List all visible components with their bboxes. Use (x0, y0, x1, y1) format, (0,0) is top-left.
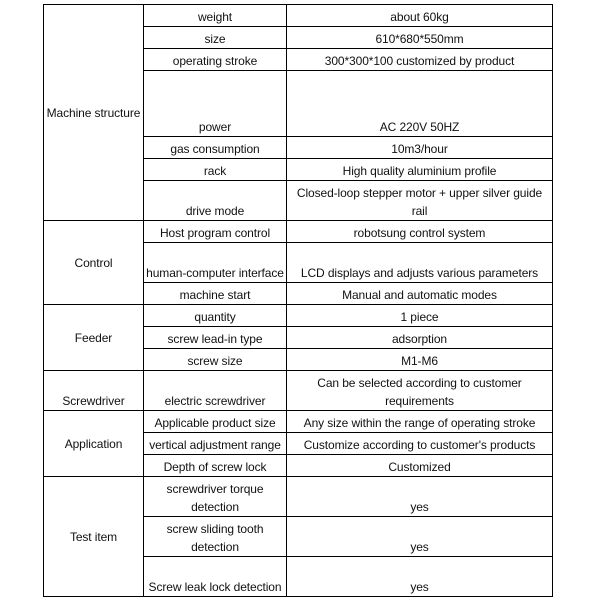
category-application: Application (44, 411, 144, 477)
value-drive-mode: Closed-loop stepper motor + upper silver guide rail (287, 181, 553, 221)
category-machine-structure: Machine structure (44, 5, 144, 221)
item-gas-consumption: gas consumption (144, 137, 287, 159)
item-screw-size: screw size (144, 349, 287, 371)
item-weight: weight (144, 5, 287, 27)
table-row (44, 5, 553, 27)
item-host-program-control: Host program control (144, 221, 287, 243)
category-control: Control (44, 221, 144, 305)
table-row (44, 411, 553, 433)
value-screw-lead-in-type: adsorption (287, 327, 553, 349)
value-human-computer-interface: LCD displays and adjusts various parameters (287, 243, 553, 283)
value-applicable-product-size: Any size within the range of operating stroke (287, 411, 553, 433)
category-test-item: Test item (44, 477, 144, 597)
table-row (44, 371, 553, 411)
table-row (44, 477, 553, 517)
item-drive-mode: drive mode (144, 181, 287, 221)
item-quantity: quantity (144, 305, 287, 327)
item-size: size (144, 27, 287, 49)
value-rack: High quality aluminium profile (287, 159, 553, 181)
category-screwdriver: Screwdriver (44, 371, 144, 411)
item-screw-lead-in-type: screw lead-in type (144, 327, 287, 349)
value-operating-stroke: 300*300*100 customized by product (287, 49, 553, 71)
value-machine-start: Manual and automatic modes (287, 283, 553, 305)
item-rack: rack (144, 159, 287, 181)
item-human-computer-interface: human-computer interface (144, 243, 287, 283)
value-electric-screwdriver: Can be selected according to customer requirements (287, 371, 553, 411)
value-size: 610*680*550mm (287, 27, 553, 49)
value-host-program-control: robotsung control system (287, 221, 553, 243)
item-machine-start: machine start (144, 283, 287, 305)
item-power: power (144, 71, 287, 137)
value-gas-consumption: 10m3/hour (287, 137, 553, 159)
item-screw-leak-lock-detection: Screw leak lock detection (144, 557, 287, 597)
specification-table (43, 4, 553, 597)
item-applicable-product-size: Applicable product size (144, 411, 287, 433)
table-row (44, 221, 553, 243)
value-vertical-adjustment-range: Customize according to customer's products (287, 433, 553, 455)
value-screw-leak-lock-detection: yes (287, 557, 553, 597)
item-screwdriver-torque-detection: screwdriver torque detection (144, 477, 287, 517)
item-vertical-adjustment-range: vertical adjustment range (144, 433, 287, 455)
value-screw-size: M1-M6 (287, 349, 553, 371)
item-depth-of-screw-lock: Depth of screw lock (144, 455, 287, 477)
value-screw-sliding-tooth-detection: yes (287, 517, 553, 557)
item-electric-screwdriver: electric screwdriver (144, 371, 287, 411)
value-screwdriver-torque-detection: yes (287, 477, 553, 517)
value-depth-of-screw-lock: Customized (287, 455, 553, 477)
value-power: AC 220V 50HZ (287, 71, 553, 137)
value-weight: about 60kg (287, 5, 553, 27)
value-quantity: 1 piece (287, 305, 553, 327)
table-row (44, 305, 553, 327)
item-screw-sliding-tooth-detection: screw sliding tooth detection (144, 517, 287, 557)
category-feeder: Feeder (44, 305, 144, 371)
item-operating-stroke: operating stroke (144, 49, 287, 71)
